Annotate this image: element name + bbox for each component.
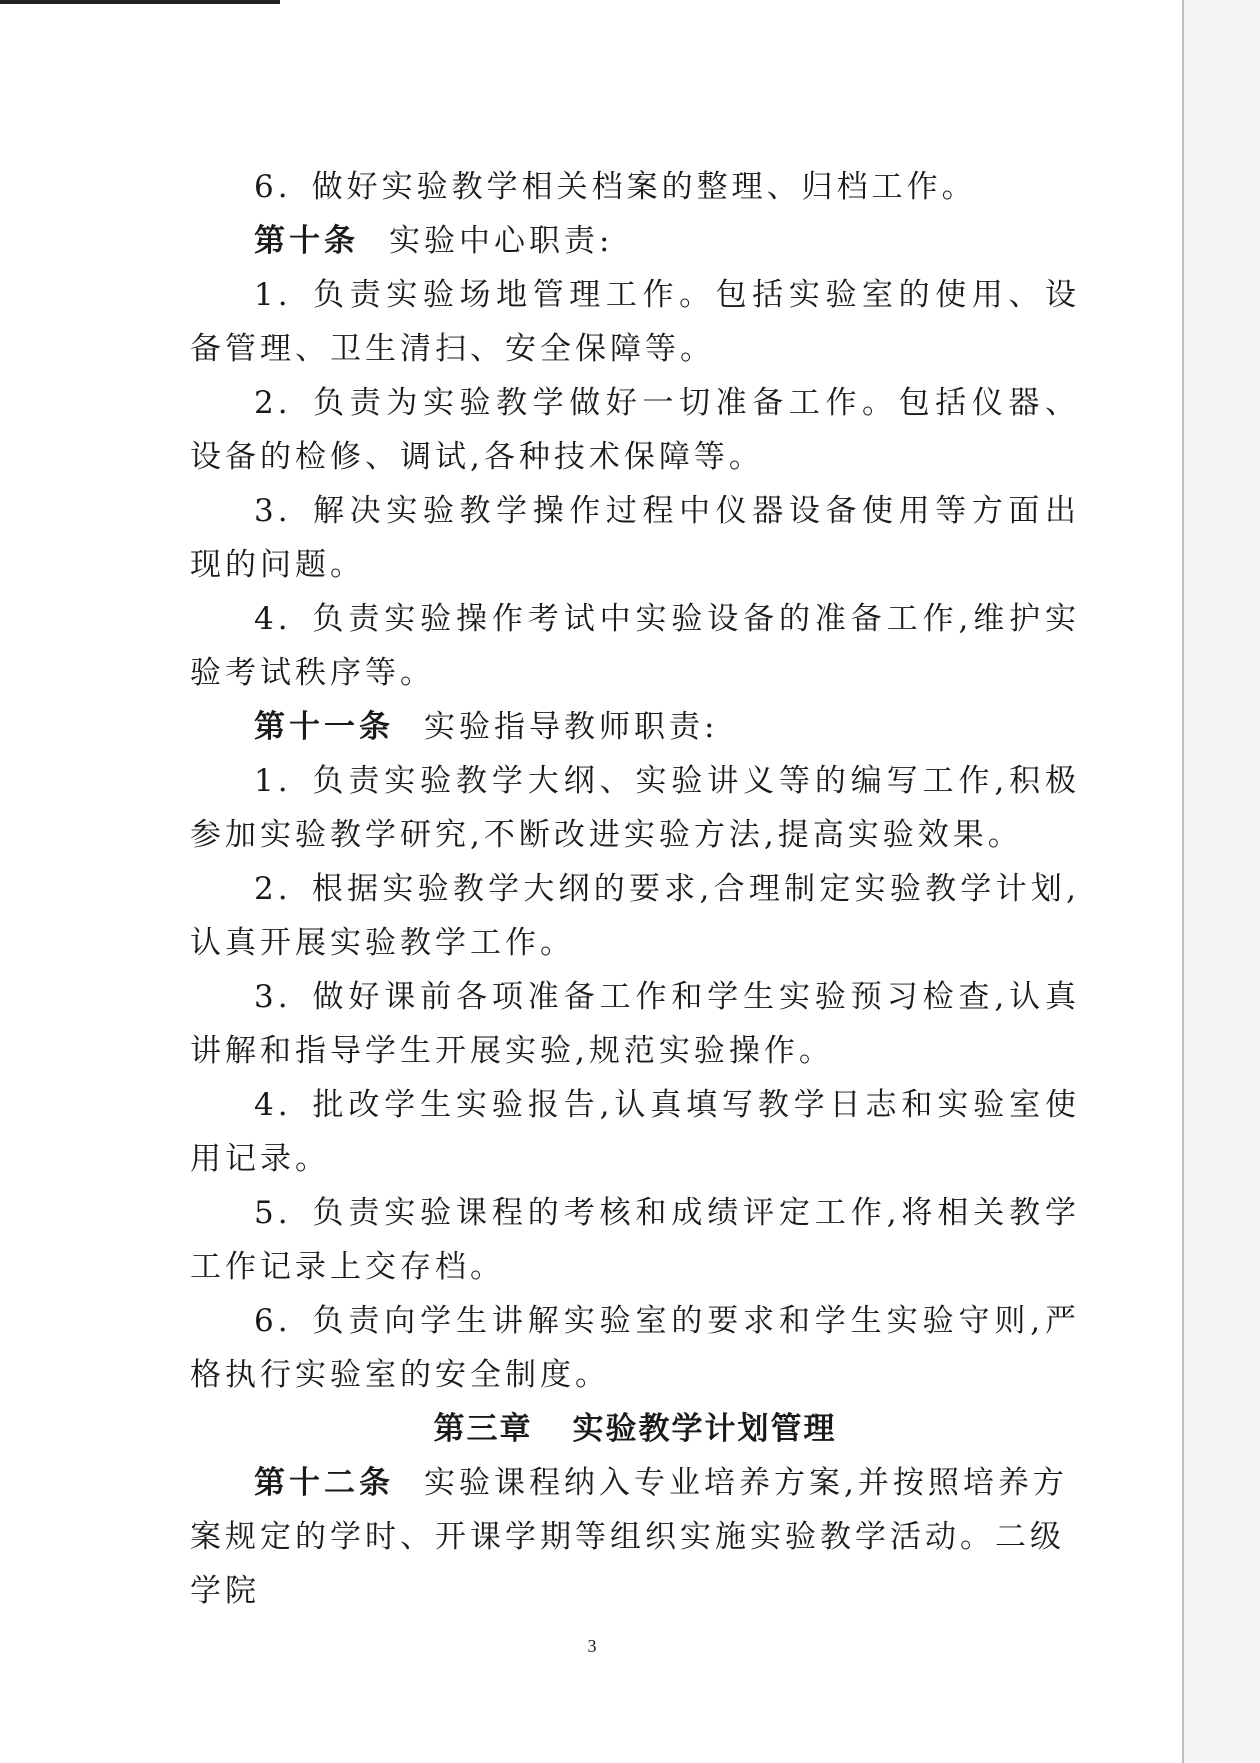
item-text: 负责实验教学大纲、实验讲义等的编写工作,积极参加实验教学研究,不断改进实验方法,提高实验效果。: [190, 763, 1080, 853]
chapter-title: 实验教学计划管理: [572, 1411, 837, 1447]
item-number: 6.: [254, 169, 292, 205]
article-label: 第十二条: [254, 1465, 394, 1501]
item-text: 做好实验教学相关档案的整理、归档工作。: [311, 169, 977, 205]
item-number: 6.: [254, 1303, 292, 1339]
item-number: 4.: [254, 601, 292, 637]
list-item: [190, 376, 1080, 484]
article-label: 第十条: [254, 223, 359, 259]
article-text: 实验指导教师职责:: [424, 709, 719, 745]
list-item: [190, 970, 1080, 1078]
item-number: 1.: [254, 763, 292, 799]
chapter-label: 第三章: [433, 1411, 533, 1447]
scan-edge-line: [0, 0, 280, 4]
item-text: 负责实验场地管理工作。包括实验室的使用、设备管理、卫生清扫、安全保障等。: [190, 277, 1080, 367]
article-text: 实验课程纳入专业培养方案,并按照培养方案规定的学时、开课学期等组织实施实验教学活动。二级学院: [190, 1465, 1068, 1609]
article-heading: [190, 1456, 1080, 1618]
item-text: 做好课前各项准备工作和学生实验预习检查,认真讲解和指导学生开展实验,规范实验操作。: [190, 979, 1080, 1069]
item-number: 1.: [254, 277, 292, 313]
item-number: 4.: [254, 1087, 292, 1123]
list-item: [190, 1294, 1080, 1402]
item-text: 根据实验教学大纲的要求,合理制定实验教学计划,认真开展实验教学工作。: [190, 871, 1080, 961]
item-text: 负责向学生讲解实验室的要求和学生实验守则,严格执行实验室的安全制度。: [190, 1303, 1080, 1393]
list-item: [190, 754, 1080, 862]
item-text: 解决实验教学操作过程中仪器设备使用等方面出现的问题。: [190, 493, 1080, 583]
item-number: 2.: [254, 871, 292, 907]
list-item: [190, 268, 1080, 376]
list-item: [190, 1186, 1080, 1294]
item-number: 5.: [254, 1195, 292, 1231]
list-item: [190, 862, 1080, 970]
list-item: [190, 160, 1080, 214]
article-heading: [190, 214, 1080, 268]
item-number: 3.: [254, 493, 292, 529]
article-text: 实验中心职责:: [389, 223, 614, 259]
article-label: 第十一条: [254, 709, 394, 745]
chapter-heading: [190, 1402, 1080, 1456]
item-text: 负责为实验教学做好一切准备工作。包括仪器、设备的检修、调试,各种技术保障等。: [190, 385, 1080, 475]
item-number: 3.: [254, 979, 292, 1015]
item-text: 批改学生实验报告,认真填写教学日志和实验室使用记录。: [190, 1087, 1080, 1177]
page-number: 3: [587, 1636, 597, 1656]
list-item: [190, 592, 1080, 700]
item-text: 负责实验课程的考核和成绩评定工作,将相关教学工作记录上交存档。: [190, 1195, 1080, 1285]
page-body: [190, 160, 1080, 1618]
list-item: [190, 1078, 1080, 1186]
list-item: [190, 484, 1080, 592]
article-heading: [190, 700, 1080, 754]
item-text: 负责实验操作考试中实验设备的准备工作,维护实验考试秩序等。: [190, 601, 1080, 691]
item-number: 2.: [254, 385, 292, 421]
